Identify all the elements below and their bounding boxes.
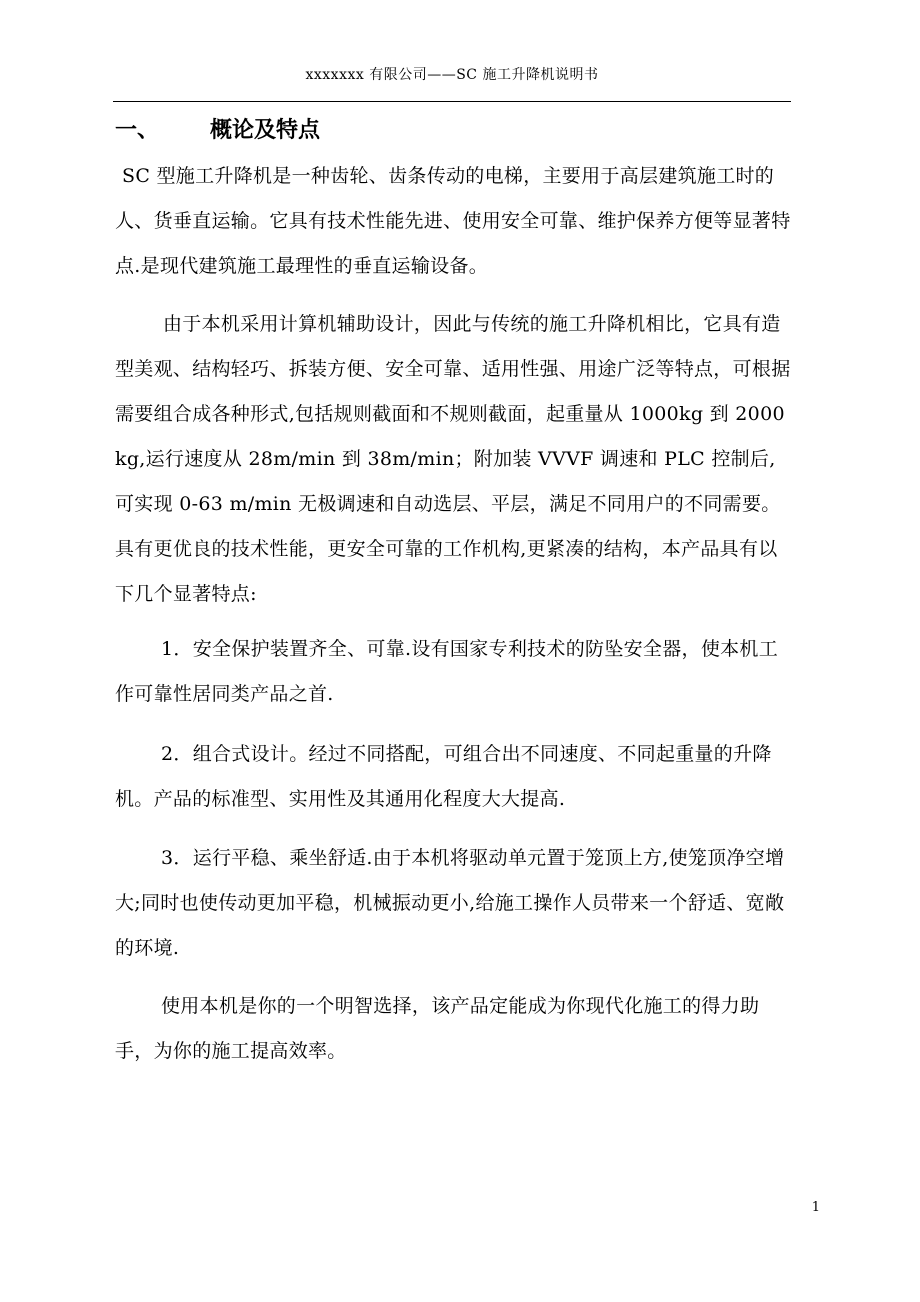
paragraph-design: 由于本机采用计算机辅助设计，因此与传统的施工升降机相比，它具有造型美观、结构轻巧、拆装方便、安全可靠、适用性强、用途广泛等特点，可根据需要组合成各种形式,包括规则截面和不规则截面，起重量从 1000kg 到 2000kg,运行速度从 28m/min 到 38m/min；附加装 VVVF 调速和 PLC 控制后,可实现 0-63 m/min 无极调速和自动选层、平层，满足不同用户的不同需要。具有更优良的技术性能，更安全可靠的工作机构,更紧凑的结构，本产品具有以下几个显著特点: — [115, 313, 791, 605]
section-number: 一、 — [115, 117, 160, 143]
paragraph-closing: 使用本机是你的一个明智选择，该产品定能成为你现代化施工的得力助手，为你的施工提高效率。 — [115, 995, 760, 1062]
section-heading — [115, 114, 320, 146]
page-number: 1 — [811, 1200, 820, 1215]
feature-item-modular: 2．组合式设计。经过不同搭配，可组合出不同速度、不同起重量的升降机。产品的标准型、实用性及其通用化程度大大提高. — [115, 743, 772, 810]
feature-item-safety: 1．安全保护装置齐全、可靠.设有国家专利技术的防坠安全器，使本机工作可靠性居同类产品之首. — [115, 638, 779, 705]
running-header: xxxxxxx 有限公司——SC 施工升降机说明书 — [305, 67, 599, 83]
section-title: 概论及特点 — [210, 117, 321, 143]
header-divider — [113, 101, 791, 102]
paragraph-intro: SC 型施工升降机是一种齿轮、齿条传动的电梯，主要用于高层建筑施工时的人、货垂直运输。它具有技术性能先进、使用安全可靠、维护保养方便等显著特点.是现代建筑施工最理性的垂直运输设备。 — [115, 165, 791, 277]
feature-item-comfort: 3．运行平稳、乘坐舒适.由于本机将驱动单元置于笼顶上方,使笼顶净空增大;同时也使传动更加平稳，机械振动更小,给施工操作人员带来一个舒适、宽敞的环境. — [115, 847, 785, 959]
